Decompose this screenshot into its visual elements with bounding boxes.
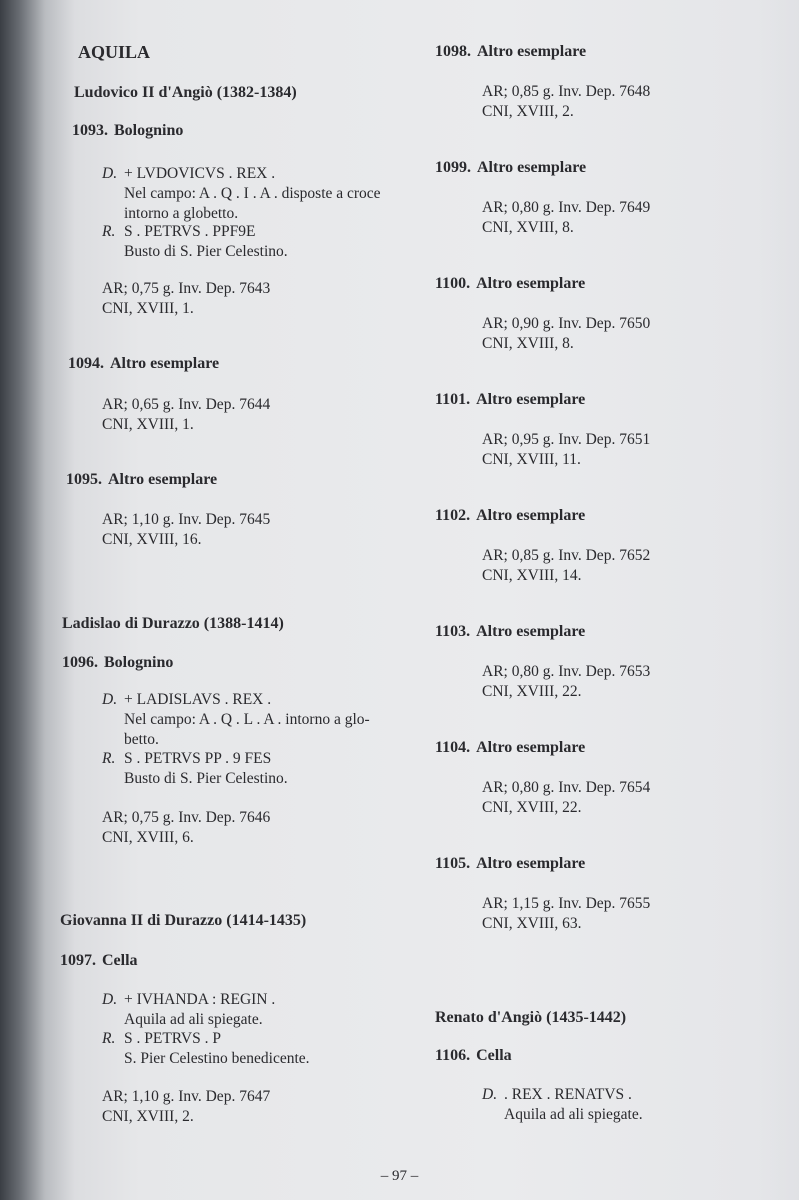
entry-title (435, 623, 585, 641)
details-line: CNI, XVIII, 11. (482, 451, 581, 468)
page-edge (759, 0, 799, 1200)
details-line: AR; 0,85 g. Inv. Dep. 7652 (482, 547, 651, 564)
entry-number: 1093. (72, 122, 108, 139)
entry-name: Altro esemplare (476, 739, 586, 756)
reverse-label: R. (102, 750, 116, 767)
obverse-line: Aquila ad ali spiegate. (504, 1106, 643, 1123)
details-line: CNI, XVIII, 16. (102, 531, 202, 548)
entry-number: 1098. (435, 43, 471, 60)
details-line: CNI, XVIII, 22. (482, 683, 582, 700)
details-line: AR; 0,75 g. Inv. Dep. 7646 (102, 809, 271, 826)
obverse-label: D. (102, 991, 118, 1008)
entry-name: Altro esemplare (477, 43, 587, 60)
ruler-heading: Renato d'Angiò (1435-1442) (435, 1009, 627, 1026)
reverse-label: R. (102, 223, 116, 240)
obverse-line: Nel campo: A . Q . L . A . intorno a glo- (124, 711, 370, 728)
details-line: CNI, XVIII, 14. (482, 567, 582, 584)
page-number: – 97 – (380, 1168, 419, 1184)
details-line: CNI, XVIII, 8. (482, 219, 574, 236)
obverse-label: D. (102, 165, 118, 182)
entry-name: Altro esemplare (476, 855, 586, 872)
entry-number: 1099. (435, 159, 471, 176)
obverse-line: Nel campo: A . Q . I . A . disposte a croce (124, 185, 381, 202)
details-line: CNI, XVIII, 1. (102, 416, 194, 433)
details-line: AR; 0,85 g. Inv. Dep. 7648 (482, 83, 651, 100)
details-line: AR; 1,10 g. Inv. Dep. 7645 (102, 511, 271, 528)
obverse-label: D. (482, 1086, 498, 1103)
obverse-line: Aquila ad ali spiegate. (124, 1011, 263, 1028)
entry-name: Altro esemplare (476, 623, 586, 640)
details-line: AR; 0,65 g. Inv. Dep. 7644 (102, 396, 271, 413)
details-line: CNI, XVIII, 1. (102, 300, 194, 317)
entry-title (60, 952, 138, 970)
entry-name: Bolognino (114, 122, 184, 139)
reverse-line: Busto di S. Pier Celestino. (124, 770, 288, 787)
details-line: AR; 0,95 g. Inv. Dep. 7651 (482, 431, 651, 448)
entry-name: Altro esemplare (476, 275, 586, 292)
entry-number: 1096. (62, 654, 98, 671)
details-line: CNI, XVIII, 8. (482, 335, 574, 352)
entry-number: 1102. (435, 507, 471, 524)
obverse-line: D. . REX . RENATVS . (482, 1086, 632, 1103)
details-line: CNI, XVIII, 2. (102, 1108, 194, 1125)
entry-name: Altro esemplare (110, 355, 220, 372)
entry-title (435, 391, 585, 409)
entry-title (435, 159, 586, 177)
obverse-line: D. + LVDOVICVS . REX . (102, 165, 276, 182)
entry-title (435, 507, 585, 525)
details-line: AR; 0,90 g. Inv. Dep. 7650 (482, 315, 651, 332)
entry-name: Altro esemplare (108, 471, 218, 488)
obverse-line: D. + LADISLAVS . REX . (102, 691, 272, 708)
ruler-heading: Giovanna II di Durazzo (1414-1435) (60, 912, 307, 929)
details-line: AR; 0,80 g. Inv. Dep. 7654 (482, 779, 651, 796)
entry-name: Altro esemplare (476, 507, 586, 524)
details-line: AR; 1,15 g. Inv. Dep. 7655 (482, 895, 651, 912)
details-line: AR; 0,80 g. Inv. Dep. 7653 (482, 663, 651, 680)
reverse-line: R. S . PETRVS PP . 9 FES (102, 750, 272, 767)
entry-title (435, 43, 586, 61)
details-line: CNI, XVIII, 63. (482, 915, 582, 932)
details-line: AR; 1,10 g. Inv. Dep. 7647 (102, 1088, 271, 1105)
entry-title (66, 471, 217, 489)
entry-name: Cella (102, 952, 138, 969)
entry-number: 1103. (435, 623, 471, 640)
entry-number: 1100. (435, 275, 471, 292)
entry-number: 1106. (435, 1047, 471, 1064)
ruler-heading: Ludovico II d'Angiò (1382-1384) (74, 84, 297, 101)
entry-number: 1094. (68, 355, 104, 372)
entry-title (435, 1047, 512, 1065)
reverse-line: R. S . PETRVS . PPF9E (102, 223, 256, 240)
reverse-line: Busto di S. Pier Celestino. (124, 243, 288, 260)
reverse-line: S. Pier Celestino benedicente. (124, 1050, 310, 1067)
entry-title (435, 855, 585, 873)
entry-title (72, 122, 183, 140)
entry-name: Altro esemplare (477, 159, 587, 176)
city-heading: AQUILA (78, 42, 151, 62)
entry-name: Cella (476, 1047, 512, 1064)
details-line: CNI, XVIII, 2. (482, 103, 574, 120)
entry-number: 1097. (60, 952, 96, 969)
reverse-line: R. S . PETRVS . P (102, 1030, 221, 1047)
reverse-label: R. (102, 1030, 116, 1047)
entry-title (435, 275, 585, 293)
entry-number: 1104. (435, 739, 471, 756)
entry-number: 1101. (435, 391, 471, 408)
details-line: AR; 0,80 g. Inv. Dep. 7649 (482, 199, 651, 216)
obverse-line: betto. (124, 731, 159, 748)
entry-name: Bolognino (104, 654, 174, 671)
details-line: AR; 0,75 g. Inv. Dep. 7643 (102, 280, 271, 297)
ruler-heading: Ladislao di Durazzo (1388-1414) (62, 615, 284, 632)
details-line: CNI, XVIII, 22. (482, 799, 582, 816)
entry-title (68, 355, 219, 373)
entry-title (435, 739, 585, 757)
obverse-label: D. (102, 691, 118, 708)
obverse-line: intorno a globetto. (124, 205, 239, 222)
entry-name: Altro esemplare (476, 391, 586, 408)
entry-number: 1095. (66, 471, 102, 488)
entry-title (62, 654, 173, 672)
details-line: CNI, XVIII, 6. (102, 829, 194, 846)
obverse-line: D. + IVHANDA : REGIN . (102, 991, 276, 1008)
entry-number: 1105. (435, 855, 471, 872)
